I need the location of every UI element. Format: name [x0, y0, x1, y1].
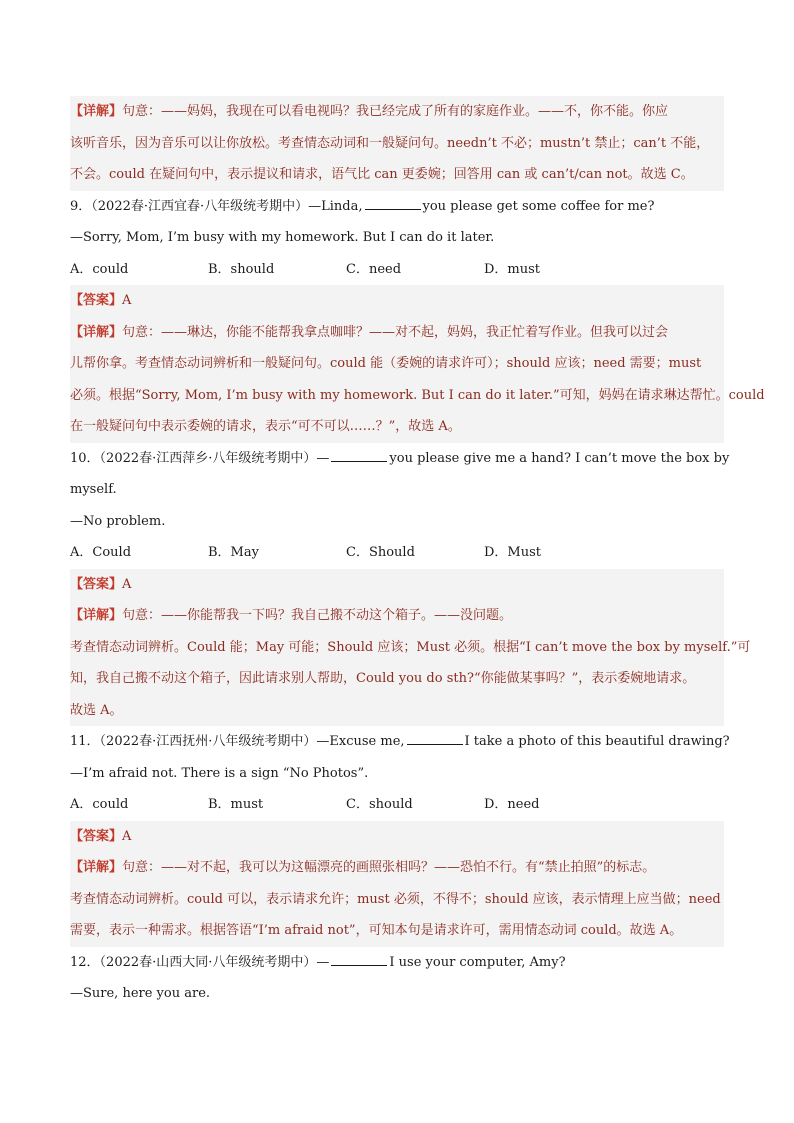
q9-detail-line-1: 【详解】句意：——琳达，你能不能帮我拿点咖啡？——对不起，妈妈，我正忙着写作业。但我可以过会	[70, 317, 724, 349]
q8-detail-line-3: 不会。could 在疑问句中，表示提议和请求，语气比 can 更委婉；回答用 can 或 can’t/can not。故选 C。	[70, 159, 724, 191]
q11-reply: —I’m afraid not. There is a sign “No Photos”.	[70, 765, 369, 781]
q9-detail-line-4: 在一般疑问句中表示委婉的请求，表示“可不可以……？”，故选 A。	[70, 411, 724, 443]
option-d: D．Must	[484, 545, 542, 560]
answer-blank	[331, 450, 387, 462]
option-d: D．need	[484, 797, 540, 812]
q8-detail-line-2: 该听音乐，因为音乐可以让你放松。考查情态动词和一般疑问句。needn’t 不必；mustn’t 禁止；can’t 不能，	[70, 128, 724, 160]
q10-stem: 10．（2022春·江西萍乡·八年级统考期中）— you please give me a hand? I can’t move the box by	[70, 450, 730, 466]
answer-tag: 【答案】	[70, 293, 123, 308]
option-c: C．Should	[346, 545, 415, 560]
q10-detail-line-3: 知，我自己搬不动这个箱子，因此请求别人帮助，Could you do sth?“你能做某事吗？”，表示委婉地请求。	[70, 663, 724, 695]
q9-reply: —Sorry, Mom, I’m busy with my homework. But I can do it later.	[70, 230, 495, 245]
worksheet-page	[70, 96, 765, 1010]
q9-detail-line-3: 必须。根据“Sorry, Mom, I’m busy with my homework. But I can do it later.”可知，妈妈在请求琳达帮忙。could	[70, 380, 724, 412]
q10-stem-cont: myself.	[70, 482, 117, 497]
q9-options	[70, 254, 724, 286]
q10-detail-line-1: 【详解】句意：——你能帮我一下吗？我自己搬不动这个箱子。——没问题。	[70, 600, 724, 632]
option-a: A．Could	[70, 545, 132, 560]
option-c: C．should	[346, 797, 413, 812]
detail-tag: 【详解】	[70, 860, 123, 875]
option-b: B．should	[208, 261, 275, 277]
detail-tag: 【详解】	[70, 608, 123, 623]
q10-reply: —No problem.	[70, 513, 166, 529]
q10-options	[70, 537, 724, 569]
q10-detail-line-4: 故选 A。	[70, 695, 724, 727]
q11-answer: 【答案】A	[70, 821, 724, 853]
detail-tag: 【详解】	[70, 104, 123, 119]
q8-detail-line-1: 【详解】句意：——妈妈，我现在可以看电视吗？我已经完成了所有的家庭作业。——不，你不能。你应	[70, 96, 724, 128]
option-b: B．must	[208, 797, 264, 812]
q11-options	[70, 789, 724, 821]
q11-detail-line-3: 需要，表示一种需求。根据答语“I’m afraid not”，可知本句是请求许可，需用情态动词 could。故选 A。	[70, 915, 724, 947]
answer-tag: 【答案】	[70, 576, 123, 592]
answer-blank	[331, 954, 387, 966]
q11-detail-line-1: 【详解】句意：——对不起，我可以为这幅漂亮的画照张相吗？——恐怕不行。有“禁止拍照”的标志。	[70, 852, 724, 884]
detail-tag: 【详解】	[70, 324, 123, 340]
option-d: D．must	[484, 261, 541, 277]
q12-reply: —Sure, here you are.	[70, 986, 211, 1001]
q11-detail-line-2: 考查情态动词辨析。could 可以，表示请求允许；must 必须，不得不；should 应该，表示情理上应当做；need	[70, 884, 724, 916]
option-a: A．could	[70, 797, 129, 812]
q10-detail-line-2: 考查情态动词辨析。Could 能；May 可能；Should 应该；Must 必须。根据“I can’t move the box by myself.”可	[70, 632, 724, 664]
q10-answer: 【答案】A	[70, 569, 724, 601]
answer-blank	[407, 733, 463, 745]
option-a: A．could	[70, 261, 129, 277]
q11-stem: 11．（2022春·江西抚州·八年级统考期中）—Excuse me, I take a photo of this beautiful drawing?	[70, 734, 730, 749]
option-b: B．May	[208, 545, 259, 560]
q9-stem: 9．（2022春·江西宜春·八年级统考期中）—Linda, you please get some coffee for me?	[70, 198, 655, 214]
answer-tag: 【答案】	[70, 828, 123, 844]
q12-stem: 12．（2022春·山西大同·八年级统考期中）— I use your computer, Amy?	[70, 954, 566, 970]
q9-answer: 【答案】A	[70, 285, 724, 317]
option-c: C．need	[346, 261, 402, 277]
answer-blank	[365, 198, 421, 210]
q9-detail-line-2: 儿帮你拿。考查情态动词辨析和一般疑问句。could 能（委婉的请求许可）；should 应该；need 需要；must	[70, 348, 724, 380]
